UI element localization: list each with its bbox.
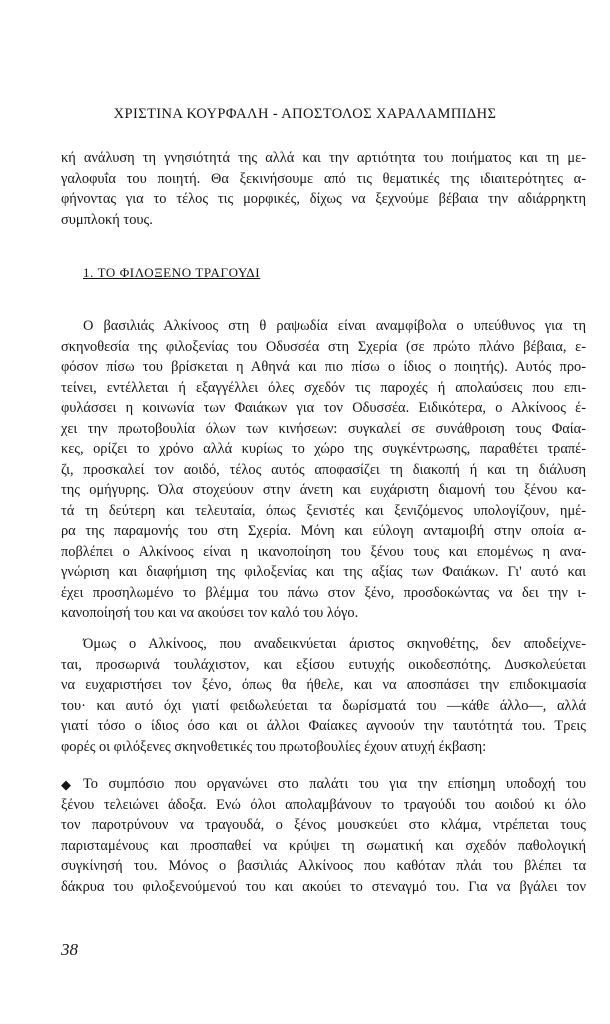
text-line: τά τη δεύτερη και τελευταία, όπως ξενιστές και ξενιζόμενος υπολογίζουν, ημέ- (61, 502, 586, 519)
text-line: κανοποίησή του και να ακούσει τον καλό του λόγο. (61, 605, 359, 621)
text-line: σκηνοθεσία της φιλοξενίας του Οδυσσέα στη Σχερία (σε πρώτο πλάνο βέβαια, ε- (61, 338, 586, 355)
text-line: τείνει, εντέλλεται ή εξαγγέλλει όλες σχεδόν τις παροχές ή απολαύσεις που επι- (61, 379, 586, 396)
text-line: του· και αυτό όχι γιατί φειδωλεύεται τα δωρίσματά του —κάθε άλλο—, αλλά (61, 697, 586, 714)
text-line: φορές οι φιλόξενες σκηνοθετικές του πρωτοβουλίες έχουν ατυχή έκβαση: (61, 738, 487, 755)
paragraph-unlucky-host (61, 634, 586, 757)
text-line: γνώριση και διαφήμιση της φιλοξενίας και της αξίας των Φαιάκων. Γι' αυτό και (61, 564, 586, 580)
text-line: παρισταμένους και προσπαθεί να κρύψει τη σωματική και σχεδόν παθολογική (61, 837, 586, 854)
text-line: κες, ορίζει το χρόνο αλλά κυρίως το χώρο της συγκέντρωσης, παραθέτει τραπέ- (61, 441, 586, 457)
text-line: ποβλέπει ο Αλκίνοος είναι η ικανοποίηση του ξένου τους και επομένως η ανα- (61, 543, 586, 560)
text-line: δάκρυα του φιλοξενούμενού του και ακούει το στεναγμό του. Για να βγάλει τον (61, 878, 586, 895)
text-line: τον παροτρύνουν να τραγουδά, ο ξένος μουσκεύει στο κλάμα, ντρέπεται τους (61, 817, 586, 833)
text-line: Όμως ο Αλκίνοος, που αναδεικνύεται άριστος σκηνοθέτης, δεν αποδείχνε- (83, 636, 586, 652)
text-line: συγκίνησή του. Μόνος ο βασιλιάς Αλκίνοος που καθόταν πλάι του βλέπει τα (61, 858, 586, 874)
text-line: να ευχαριστήσει τον ξένο, όπως θα ήθελε, και να αποσπάσει την επιδοκιμασία (61, 677, 586, 693)
diamond-bullet-icon: ◆ (61, 777, 71, 792)
paragraph-alkinoos-director (61, 316, 586, 624)
text-line: ζι, προσκαλεί τον αοιδό, τέλος αυτός αποφασίζει τη διακοπή ή και τη διάλυση (61, 461, 586, 478)
text-line: της ομήγυρης. Όλα στοχεύουν στην άνετη και ευχάριστη διαμονή του ξένου κα- (61, 482, 586, 498)
text-line: έχει προσηλωμένο το βλέμμα του πάνω στον ξένο, προσδοκώντας να δει την ι- (61, 584, 586, 601)
text-line: Το συμπόσιο που οργανώνει στο παλάτι του για την επίσημη υποδοχή του (83, 776, 586, 792)
text-line: κή ανάλυση τη γνησιότητά της αλλά και την αρτιότητα του ποιήματος και τη με- (61, 150, 586, 166)
page-number: 38 (61, 940, 78, 959)
text-line: γαλοφυΐα του ποιητή. Θα ξεκινήσουμε από τις θεματικές της ιδιαιτερότητες α- (61, 170, 586, 187)
text-line: Ο βασιλιάς Αλκίνοος στη θ ραψωδία είναι αναμφίβολα ο υπεύθυνος για τη (83, 318, 586, 334)
text-line: συμπλοκή τους. (61, 211, 153, 228)
text-line: χει την πρωτοβουλία όλων των κινήσεων: συγκαλεί σε συνάθροιση τους Φαία- (61, 420, 586, 437)
text-line: ξένου τελειώνει άδοξα. Ενώ όλοι απολαμβάνουν το τραγούδι του αοιδού κι όλο (61, 796, 586, 813)
text-line: φυλάσσει η κοινωνία των Φαιάκων για τον Οδυσσέα. Ειδικότερα, ο Αλκίνοος έ- (61, 400, 586, 416)
intro-paragraph (61, 148, 586, 230)
text-line: γιατί τόσο ο ίδιος όσο και οι άλλοι Φαίακες αγνοούν την ταυτότητά του. Τρεις (61, 718, 586, 734)
bullet-paragraph-symposium (61, 774, 586, 897)
text-line: φόσον πίσω του βρίσκεται η Αθηνά και πιο πίσω ο ίδιος ο ποιητής). Αυτός προ- (61, 359, 586, 375)
text-line: ρα της παραμονής του στη Σχερία. Μόνη και εύλογη ανταμοιβή στην οποία α- (61, 523, 586, 539)
text-line: ται, προσωρινά τουλάχιστον, και εξίσου ευτυχής οικοδεσπότης. Δυσκολεύεται (61, 656, 586, 673)
text-line: φήνοντας για το τέλος τις μορφικές, δίχως να ξεχνούμε βέβαια την αδιάρρηκτη (61, 191, 586, 207)
section-heading: 1. ΤΟ ΦΙΛΟΞΕΝΟ ΤΡΑΓΟΥΔΙ (83, 265, 261, 280)
running-header: ΧΡΙΣΤΙΝΑ ΚΟΥΡΦΑΛΗ - ΑΠΟΣΤΟΛΟΣ ΧΑΡΑΛΑΜΠΙΔΗΣ (113, 106, 497, 122)
